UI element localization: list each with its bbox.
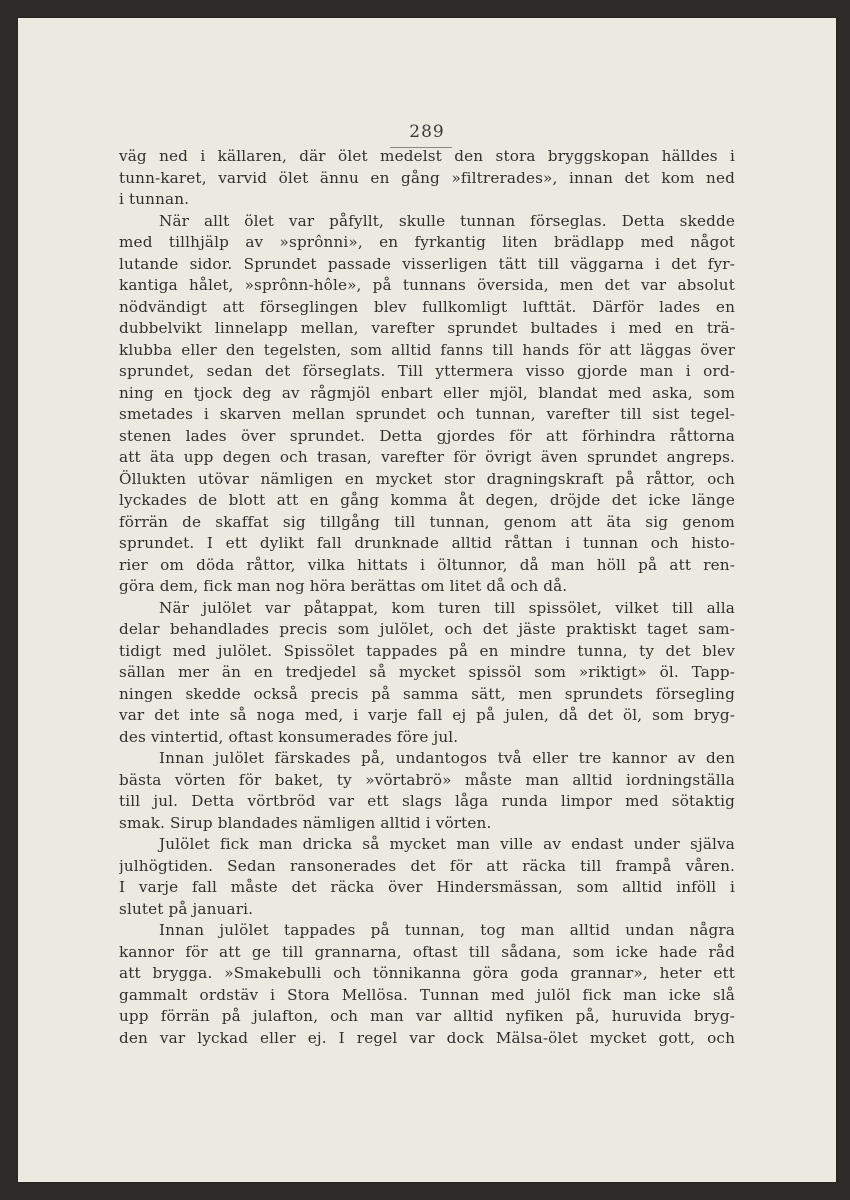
- text-line: lutande sidor. Sprundet passade visserligen tätt till väggarna i det fyr-: [119, 254, 735, 273]
- text-line: tunn-karet, varvid ölet ännu en gång »filtrerades», innan det kom ned: [119, 168, 735, 187]
- text-line: sprundet. I ett dylikt fall drunknade alltid råttan i tunnan och histo-: [119, 534, 735, 552]
- text-line: i tunnan.: [119, 190, 190, 208]
- text-line: att brygga. »Smakebulli och tönnikanna göra goda grannar», heter ett: [119, 964, 735, 982]
- text-line: rier om döda råttor, vilka hittats i öltunnor, då man höll på att ren-: [119, 555, 735, 574]
- text-line: till jul. Detta vörtbröd var ett slags låga runda limpor med sötaktig: [119, 792, 735, 810]
- text-line: När julölet var påtappat, kom turen till spissölet, vilket till alla: [159, 598, 735, 617]
- text-line: stenen lades över sprundet. Detta gjordes för att förhindra råttorna: [119, 426, 735, 445]
- text-line: med tillhjälp av »sprônni», en fyrkantig liten brädlapp med något: [119, 233, 735, 251]
- text-line: I varje fall måste det räcka över Hindersmässan, som alltid inföll i: [119, 878, 735, 896]
- text-line: Innan julölet färskades på, undantogos två eller tre kannor av den: [159, 749, 735, 767]
- text-line: göra dem, fick man nog höra berättas om litet då och då.: [119, 577, 568, 595]
- text-line: sprundet, sedan det förseglats. Till yttermera visso gjorde man i ord-: [119, 362, 735, 380]
- text-line: des vintertid, oftast konsumerades före jul.: [119, 727, 459, 746]
- text-line: den var lyckad eller ej. I regel var dock Mälsa-ölet mycket gott, och: [119, 1028, 735, 1047]
- body-text: [119, 146, 735, 1049]
- text-line: gammalt ordstäv i Stora Mellösa. Tunnan med julöl fick man icke slå: [119, 985, 735, 1004]
- text-line: tidigt med julölet. Spissölet tappades på en mindre tunna, ty det blev: [119, 641, 735, 660]
- text-line: ningen skedde också precis på samma sätt, men sprundets försegling: [119, 684, 735, 703]
- text-line: lyckades de blott att en gång komma åt degen, dröjde det icke länge: [119, 491, 735, 509]
- text-line: julhögtiden. Sedan ransonerades det för att räcka till frampå våren.: [119, 856, 735, 875]
- text-line: väg ned i källaren, där ölet medelst den stora bryggskopan hälldes i: [119, 147, 735, 165]
- text-line: nödvändigt att förseglingen blev fullkomligt lufttät. Därför lades en: [119, 297, 735, 316]
- text-line: kantiga hålet, »sprônn-hôle», på tunnans översida, men det var absolut: [119, 276, 735, 294]
- text-line: sällan mer än en tredjedel så mycket spissöl som »riktigt» öl. Tapp-: [119, 663, 735, 681]
- text-line: Öllukten utövar nämligen en mycket stor dragningskraft på råttor, och: [119, 469, 735, 488]
- text-line: Julölet fick man dricka så mycket man ville av endast under själva: [159, 835, 735, 853]
- text-line: kannor för att ge till grannarna, oftast till sådana, som icke hade råd: [119, 942, 735, 961]
- text-line: smetades i skarven mellan sprundet och tunnan, varefter till sist tegel-: [119, 405, 735, 423]
- text-line: När allt ölet var påfyllt, skulle tunnan förseglas. Detta skedde: [159, 211, 735, 230]
- text-line: förrän de skaffat sig tillgång till tunnan, genom att äta sig genom: [119, 512, 735, 531]
- text-line: ning en tjock deg av rågmjöl enbart eller mjöl, blandat med aska, som: [119, 383, 735, 402]
- text-line: Innan julölet tappades på tunnan, tog man alltid undan några: [159, 921, 735, 939]
- text-line: upp förrän på julafton, och man var alltid nyfiken på, huruvida bryg-: [119, 1007, 735, 1025]
- text-line: dubbelvikt linnelapp mellan, varefter sprundet bultades i med en trä-: [119, 319, 735, 337]
- page-number: 289: [409, 122, 445, 142]
- text-line: var det inte så noga med, i varje fall ej på julen, då det öl, som bryg-: [119, 706, 735, 724]
- text-line: klubba eller den tegelsten, som alltid fanns till hands för att läggas över: [119, 340, 735, 359]
- text-line: bästa vörten för baket, ty »vörtabrö» måste man alltid iordningställa: [119, 770, 735, 789]
- document-page: [18, 18, 836, 1182]
- text-line: smak. Sirup blandades nämligen alltid i vörten.: [119, 813, 492, 832]
- text-line: slutet på januari.: [119, 899, 254, 918]
- text-line: delar behandlades precis som julölet, och det jäste praktiskt taget sam-: [119, 620, 735, 638]
- text-line: att äta upp degen och trasan, varefter för övrigt även sprundet angreps.: [119, 448, 735, 466]
